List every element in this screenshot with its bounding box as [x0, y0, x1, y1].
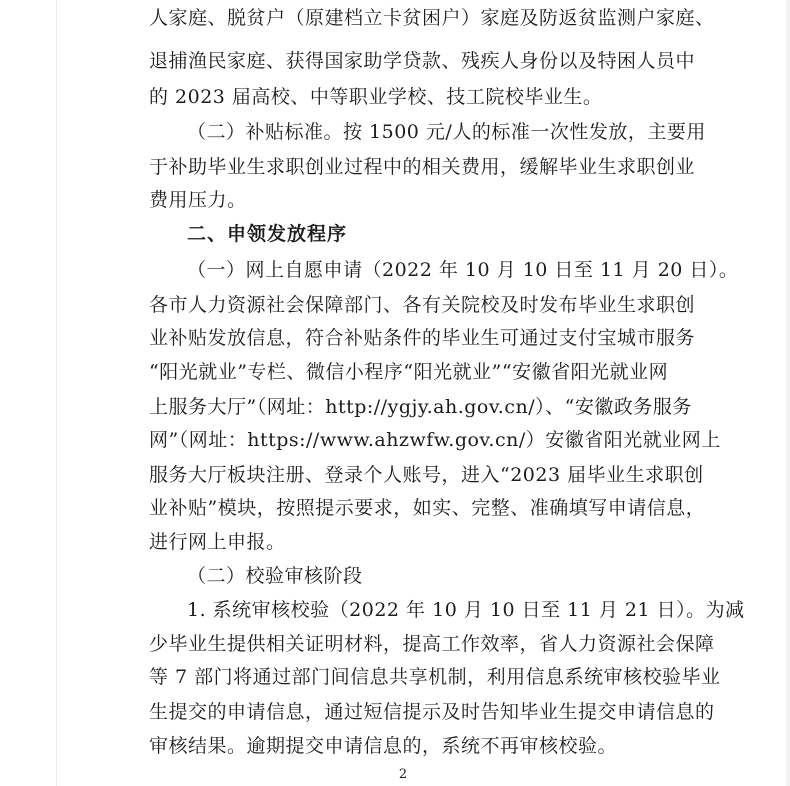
text-line: 生提交的申请信息，通过短信提示及时告知毕业生提交申请信息的 — [149, 701, 715, 723]
page-left-edge — [56, 0, 57, 786]
text-line: 业补贴”模块，按照提示要求，如实、完整、准确填写申请信息， — [149, 497, 706, 519]
text-line: （一）网上自愿申请（2022 年 10 月 10 日至 11 月 20 日）。 — [187, 259, 739, 281]
text-line: 上服务大厅”（网址：http://ygjy.ah.gov.cn/）、“安徽政务服务 — [149, 396, 692, 418]
subsection-heading: （二）校验审核阶段 — [187, 565, 363, 587]
text-line: 业补贴发放信息，符合补贴条件的毕业生可通过支付宝城市服务 — [149, 327, 696, 349]
text-line: 审核结果。逾期提交申请信息的，系统不再审核校验。 — [149, 735, 618, 757]
text-line: 各市人力资源社会保障部门、各有关院校及时发布毕业生求职创 — [149, 294, 696, 316]
text-line: 1. 系统审核校验（2022 年 10 月 10 日至 11 月 21 日）。为减 — [187, 599, 745, 621]
text-line: 少毕业生提供相关证明材料，提高工作效率，省人力资源社会保障 — [149, 633, 715, 655]
text-line: 人家庭、脱贫户（原建档立卡贫困户）家庭及防返贫监测户家庭、 — [149, 7, 715, 29]
text-line: （二）补贴标准。按 1500 元/人的标准一次性发放，主要用 — [187, 121, 706, 143]
section-heading: 二、申领发放程序 — [187, 223, 348, 245]
text-line: 费用压力。 — [149, 189, 247, 211]
page-right-edge — [786, 0, 790, 786]
text-line: 网”（网址：https://www.ahzwfw.gov.cn/）安徽省阳光就业网上 — [149, 429, 721, 451]
text-line: 进行网上申报。 — [149, 531, 286, 553]
text-line: 服务大厅板块注册、登录个人账号，进入“2023 届毕业生求职创 — [149, 464, 704, 486]
page-number: 2 — [398, 767, 408, 782]
text-line: “阳光就业”专栏、微信小程序“阳光就业”“安徽省阳光就业网 — [149, 361, 669, 383]
text-line: 的 2023 届高校、中等职业学校、技工院校毕业生。 — [149, 86, 603, 108]
text-line: 退捕渔民家庭、获得国家助学贷款、残疾人身份以及特困人员中 — [149, 50, 696, 72]
text-line: 于补助毕业生求职创业过程中的相关费用，缓解毕业生求职创业 — [149, 156, 696, 178]
text-line: 等 7 部门将通过部门间信息共享机制，利用信息系统审核校验毕业 — [149, 666, 721, 688]
